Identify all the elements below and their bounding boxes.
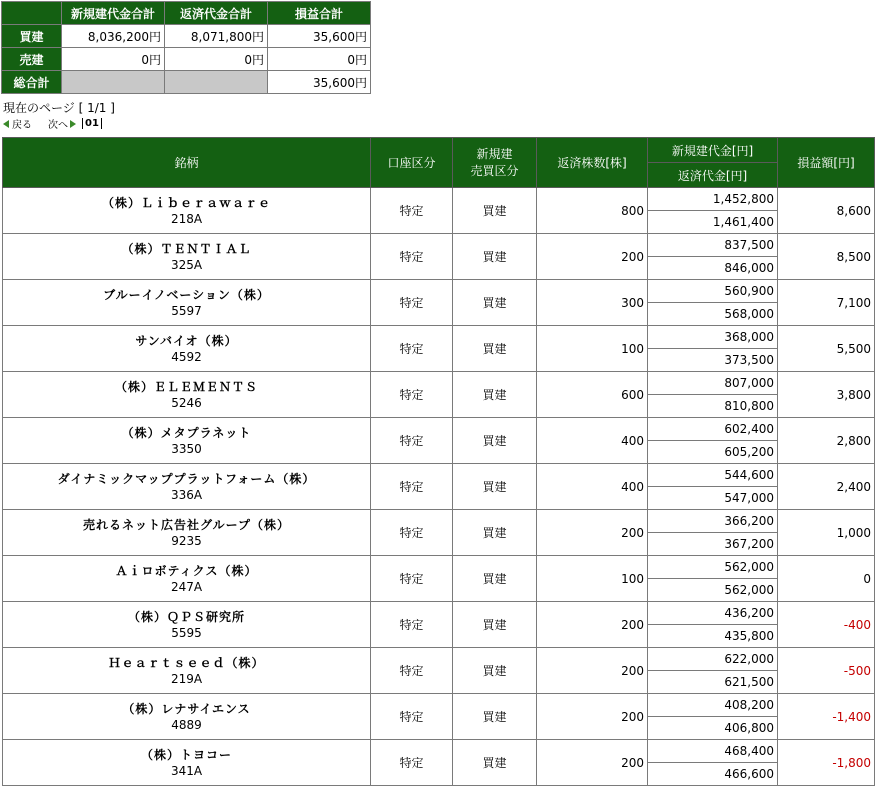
summary-row-grand-total — [2, 71, 371, 94]
col-header-pl: 損益額[円] — [778, 138, 875, 188]
trade-history-table — [2, 137, 875, 786]
summary-repay-total — [165, 71, 268, 94]
account-type: 特定 — [371, 556, 453, 602]
current-page-indicator: 現在のページ [ 1/1 ] — [3, 101, 115, 115]
summary-row-label: 売建 — [2, 48, 62, 71]
new-amount: 622,000 — [648, 648, 778, 671]
trade-type: 買建 — [453, 326, 537, 372]
stock-code: 336A — [170, 487, 203, 502]
next-page-link[interactable]: 次へ — [48, 120, 68, 131]
stock-name-cell — [3, 464, 371, 510]
repay-qty: 200 — [537, 602, 648, 648]
summary-new-total — [62, 71, 165, 94]
trade-type: 買建 — [453, 188, 537, 234]
new-amount: 560,900 — [648, 280, 778, 303]
trade-type: 買建 — [453, 372, 537, 418]
profit-loss: 2,400 — [778, 464, 875, 510]
repay-qty: 800 — [537, 188, 648, 234]
stock-name-cell — [3, 372, 371, 418]
table-row — [3, 556, 875, 579]
account-type: 特定 — [371, 372, 453, 418]
summary-header-new-total: 新規建代金合計 — [62, 2, 165, 25]
trade-type: 買建 — [453, 510, 537, 556]
profit-loss: 3,800 — [778, 372, 875, 418]
stock-name[interactable]: （株）Ｌｉｂｅｒａｗａｒｅ — [101, 195, 271, 210]
repay-amount: 367,200 — [648, 533, 778, 556]
table-row — [3, 648, 875, 671]
repay-amount: 1,461,400 — [648, 211, 778, 234]
table-row — [3, 280, 875, 303]
account-type: 特定 — [371, 464, 453, 510]
repay-qty: 100 — [537, 326, 648, 372]
stock-name[interactable]: サンバイオ（株） — [135, 333, 238, 348]
account-type: 特定 — [371, 694, 453, 740]
stock-name-cell — [3, 694, 371, 740]
table-row — [3, 740, 875, 763]
stock-name-cell — [3, 510, 371, 556]
summary-row-sell — [2, 48, 371, 71]
account-type: 特定 — [371, 602, 453, 648]
table-row — [3, 326, 875, 349]
col-header-repay-amount: 返済代金[円] — [648, 163, 778, 188]
trade-type: 買建 — [453, 694, 537, 740]
trade-type: 買建 — [453, 648, 537, 694]
summary-header-repay-total: 返済代金合計 — [165, 2, 268, 25]
stock-name-cell — [3, 280, 371, 326]
summary-corner — [2, 2, 62, 25]
profit-loss: 8,600 — [778, 188, 875, 234]
repay-amount: 846,000 — [648, 257, 778, 280]
summary-repay-total: 0円 — [165, 48, 268, 71]
col-header-account: 口座区分 — [371, 138, 453, 188]
repay-qty: 200 — [537, 694, 648, 740]
repay-qty: 300 — [537, 280, 648, 326]
table-row — [3, 372, 875, 395]
stock-name[interactable]: （株）レナサイエンス — [122, 701, 251, 716]
account-type: 特定 — [371, 648, 453, 694]
stock-name-cell — [3, 234, 371, 280]
table-row — [3, 418, 875, 441]
table-row — [3, 188, 875, 211]
new-amount: 468,400 — [648, 740, 778, 763]
stock-code: 4889 — [171, 717, 202, 732]
account-type: 特定 — [371, 740, 453, 786]
trade-type: 買建 — [453, 740, 537, 786]
account-type: 特定 — [371, 280, 453, 326]
arrow-right-icon — [70, 120, 76, 128]
new-amount: 544,600 — [648, 464, 778, 487]
account-type: 特定 — [371, 510, 453, 556]
repay-qty: 400 — [537, 418, 648, 464]
summary-row-label: 総合計 — [2, 71, 62, 94]
profit-loss: 8,500 — [778, 234, 875, 280]
repay-amount: 562,000 — [648, 579, 778, 602]
profit-loss: -400 — [778, 602, 875, 648]
table-row — [3, 694, 875, 717]
profit-loss: 5,500 — [778, 326, 875, 372]
stock-name-cell — [3, 188, 371, 234]
stock-name[interactable]: （株）メタプラネット — [121, 425, 252, 440]
table-row — [3, 510, 875, 533]
stock-name-cell — [3, 556, 371, 602]
stock-name[interactable]: Ａｉロボティクス（株） — [115, 563, 258, 578]
stock-name[interactable]: （株）ＥＬＥＭＥＮＴＳ — [114, 379, 258, 394]
table-row — [3, 234, 875, 257]
summary-pl-total: 35,600円 — [268, 25, 371, 48]
stock-code: 219A — [170, 671, 203, 686]
stock-name-cell — [3, 648, 371, 694]
summary-pl-total: 0円 — [268, 48, 371, 71]
trade-type: 買建 — [453, 602, 537, 648]
new-amount: 602,400 — [648, 418, 778, 441]
repay-amount: 373,500 — [648, 349, 778, 372]
col-header-name: 銘柄 — [3, 138, 371, 188]
stock-code: 341A — [170, 763, 203, 778]
stock-code: 218A — [170, 211, 203, 226]
account-type: 特定 — [371, 418, 453, 464]
repay-amount: 435,800 — [648, 625, 778, 648]
repay-amount: 406,800 — [648, 717, 778, 740]
repay-qty: 200 — [537, 740, 648, 786]
new-amount: 1,452,800 — [648, 188, 778, 211]
profit-loss: 0 — [778, 556, 875, 602]
repay-qty: 200 — [537, 648, 648, 694]
arrow-left-icon — [3, 120, 9, 128]
stock-name-cell — [3, 740, 371, 786]
trade-type: 買建 — [453, 234, 537, 280]
stock-name-cell — [3, 602, 371, 648]
new-amount: 562,000 — [648, 556, 778, 579]
stock-name[interactable]: （株）ＴＥＮＴＩＡＬ — [121, 241, 252, 256]
stock-name[interactable]: Ｈｅａｒｔｓｅｅｄ（株） — [108, 655, 265, 670]
repay-amount: 621,500 — [648, 671, 778, 694]
trade-type: 買建 — [453, 280, 537, 326]
stock-code: 5246 — [171, 395, 202, 410]
trade-type: 買建 — [453, 556, 537, 602]
stock-code: 325A — [170, 257, 203, 272]
summary-row-buy — [2, 25, 371, 48]
trade-type: 買建 — [453, 464, 537, 510]
page-number-link[interactable]: 01 — [82, 118, 102, 129]
stock-code: 9235 — [171, 533, 202, 548]
stock-name-cell — [3, 418, 371, 464]
stock-code: 4592 — [171, 349, 202, 364]
repay-qty: 100 — [537, 556, 648, 602]
table-row — [3, 464, 875, 487]
account-type: 特定 — [371, 234, 453, 280]
repay-amount: 810,800 — [648, 395, 778, 418]
summary-table — [1, 1, 371, 94]
new-amount: 837,500 — [648, 234, 778, 257]
new-amount: 408,200 — [648, 694, 778, 717]
profit-loss: -1,400 — [778, 694, 875, 740]
repay-qty: 200 — [537, 234, 648, 280]
repay-amount: 605,200 — [648, 441, 778, 464]
summary-new-total: 0円 — [62, 48, 165, 71]
pagination-nav — [3, 116, 102, 131]
stock-name[interactable]: （株）ＱＰＳ研究所 — [127, 609, 245, 624]
repay-amount: 466,600 — [648, 763, 778, 786]
repay-amount: 547,000 — [648, 487, 778, 510]
summary-header-pl-total: 損益合計 — [268, 2, 371, 25]
repay-qty: 600 — [537, 372, 648, 418]
account-type: 特定 — [371, 188, 453, 234]
repay-qty: 200 — [537, 510, 648, 556]
table-row — [3, 602, 875, 625]
profit-loss: 7,100 — [778, 280, 875, 326]
stock-code: 247A — [170, 579, 203, 594]
profit-loss: 2,800 — [778, 418, 875, 464]
repay-qty: 400 — [537, 464, 648, 510]
trade-type: 買建 — [453, 418, 537, 464]
new-amount: 807,000 — [648, 372, 778, 395]
stock-name-cell — [3, 326, 371, 372]
summary-row-label: 買建 — [2, 25, 62, 48]
summary-new-total: 8,036,200円 — [62, 25, 165, 48]
profit-loss: 1,000 — [778, 510, 875, 556]
prev-page-link[interactable]: 戻る — [12, 120, 32, 131]
stock-code: 3350 — [171, 441, 202, 456]
col-header-trade-type: 新規建 売買区分 — [453, 138, 537, 188]
stock-name[interactable]: ブルーイノベーション（株） — [103, 287, 270, 302]
stock-name[interactable]: ダイナミックマッププラットフォーム（株） — [57, 471, 316, 486]
stock-code: 5595 — [171, 625, 202, 640]
col-header-new-amount: 新規建代金[円] — [648, 138, 778, 163]
summary-pl-total: 35,600円 — [268, 71, 371, 94]
new-amount: 366,200 — [648, 510, 778, 533]
stock-code: 5597 — [171, 303, 202, 318]
profit-loss: -1,800 — [778, 740, 875, 786]
stock-name[interactable]: （株）トヨコー — [140, 747, 232, 762]
repay-amount: 568,000 — [648, 303, 778, 326]
account-type: 特定 — [371, 326, 453, 372]
stock-name[interactable]: 売れるネット広告社グループ（株） — [82, 517, 291, 532]
new-amount: 368,000 — [648, 326, 778, 349]
new-amount: 436,200 — [648, 602, 778, 625]
col-header-qty: 返済株数[株] — [537, 138, 648, 188]
summary-repay-total: 8,071,800円 — [165, 25, 268, 48]
profit-loss: -500 — [778, 648, 875, 694]
